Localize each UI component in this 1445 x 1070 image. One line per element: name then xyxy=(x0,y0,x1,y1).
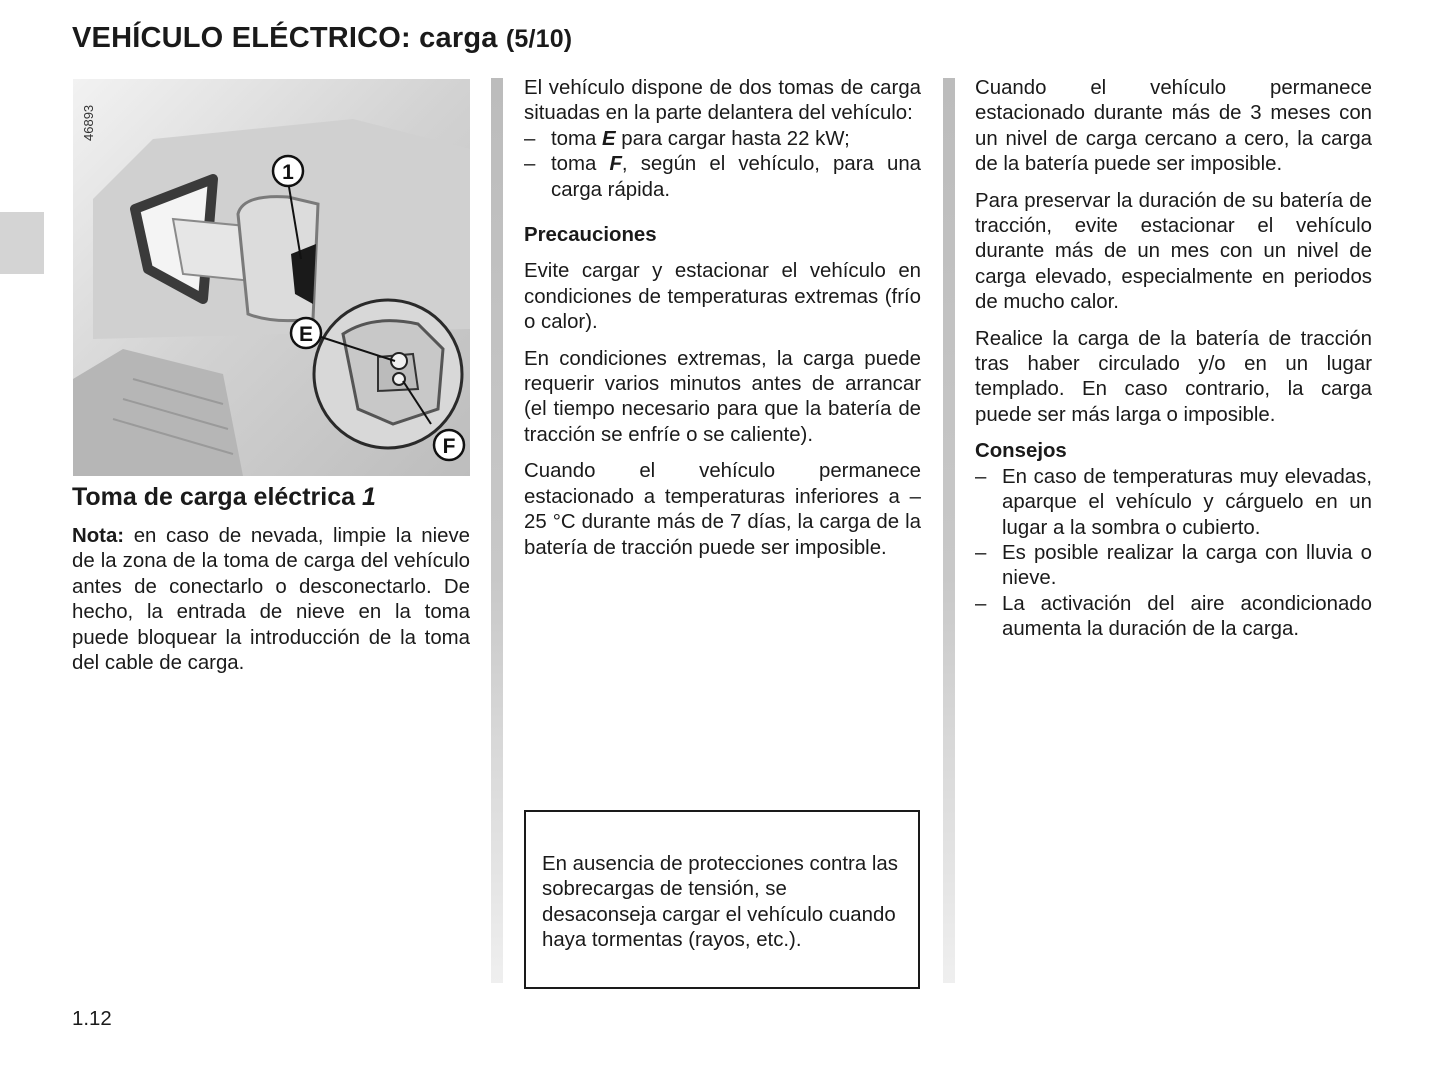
socket-letter-e: E xyxy=(602,127,616,150)
sockets-intro: El vehículo dispone de dos tomas de carga situadas en la parte delantera del vehículo: xyxy=(524,77,921,125)
page-title xyxy=(72,22,572,55)
storm-warning-box xyxy=(524,810,920,989)
precautions-heading: Precauciones xyxy=(524,224,657,247)
left-column xyxy=(72,524,470,687)
column-separator-2 xyxy=(943,78,955,983)
note-text: en caso de nevada, limpie la nieve de la zona de la toma de carga del vehículo antes de conectarlo o desconectarlo. De hecho, la entrada de nieve en la toma puede bloquear la introducción de la toma del cable de carga. xyxy=(72,525,470,675)
tips-list xyxy=(975,465,1372,643)
section-title-ref: 1 xyxy=(361,483,376,511)
tips-heading: Consejos xyxy=(975,440,1067,463)
column-separator-1 xyxy=(491,78,503,983)
storm-warning-text: En ausencia de protecciones contra las sobrecargas de tensión, se desaconseja cargar el vehículo cuando haya tormentas (rayos, etc.). xyxy=(542,853,898,952)
sockets-list xyxy=(524,127,921,203)
snow-note xyxy=(72,524,470,676)
page-number: 1.12 xyxy=(72,1008,112,1030)
callout-e-label: E xyxy=(298,323,314,346)
list-item: – toma F, según el vehículo, para una carga rápida. xyxy=(524,153,921,201)
paragraph: Cuando el vehículo permanece estacionado durante más de 3 meses con un nivel de carga cercano a cero, la carga de la batería puede ser imposible. xyxy=(975,77,1372,176)
section-title-charging-socket: Toma de carga eléctrica 1 xyxy=(72,483,376,511)
socket-f-detail xyxy=(393,373,405,385)
paragraph: En condiciones extremas, la carga puede requerir varios minutos antes de arrancar (el tiempo necesario para que la batería de tracción se enfríe o se caliente). xyxy=(524,347,921,446)
list-item: – En caso de temperaturas muy elevadas, aparque el vehículo y cárguelo en un lugar a la sombra o cubierto. xyxy=(975,465,1372,539)
right-column xyxy=(975,76,1372,654)
paragraph: Cuando el vehículo permanece estacionado a temperaturas inferiores a –25 °C durante más de 7 días, la carga de la batería de tracción puede ser imposible. xyxy=(524,460,921,559)
callout-1-label: 1 xyxy=(282,161,294,184)
list-item: – La activación del aire acondicionado aumenta la duración de la carga. xyxy=(975,592,1372,641)
page-title-main: VEHÍCULO ELÉCTRICO: carga xyxy=(72,22,498,54)
list-item: – toma E para cargar hasta 22 kW; xyxy=(524,127,850,150)
paragraph: Realice la carga de la batería de tracción tras haber circulado y/o en un lugar templado. En caso contrario, la carga puede ser más larga o imposible. xyxy=(975,327,1372,426)
figure-ref-number: 46893 xyxy=(81,104,96,141)
page-title-suffix: (5/10) xyxy=(505,25,573,53)
callout-f-label: F xyxy=(442,435,456,458)
charging-socket-illustration xyxy=(73,79,470,476)
paragraph: Evite cargar y estacionar el vehículo en condiciones de temperaturas extremas (frío o calor). xyxy=(524,260,921,334)
middle-column xyxy=(524,76,921,572)
list-item: – Es posible realizar la carga con lluvia o nieve. xyxy=(975,541,1372,590)
chapter-tab-marker xyxy=(0,212,44,274)
note-label: Nota: xyxy=(72,525,125,547)
socket-letter-f: F xyxy=(609,153,622,176)
paragraph: Para preservar la duración de su batería de tracción, evite estacionar el vehículo durante más de un mes con un nivel de carga elevado, especialmente en periodos de mucho calor. xyxy=(975,189,1372,314)
